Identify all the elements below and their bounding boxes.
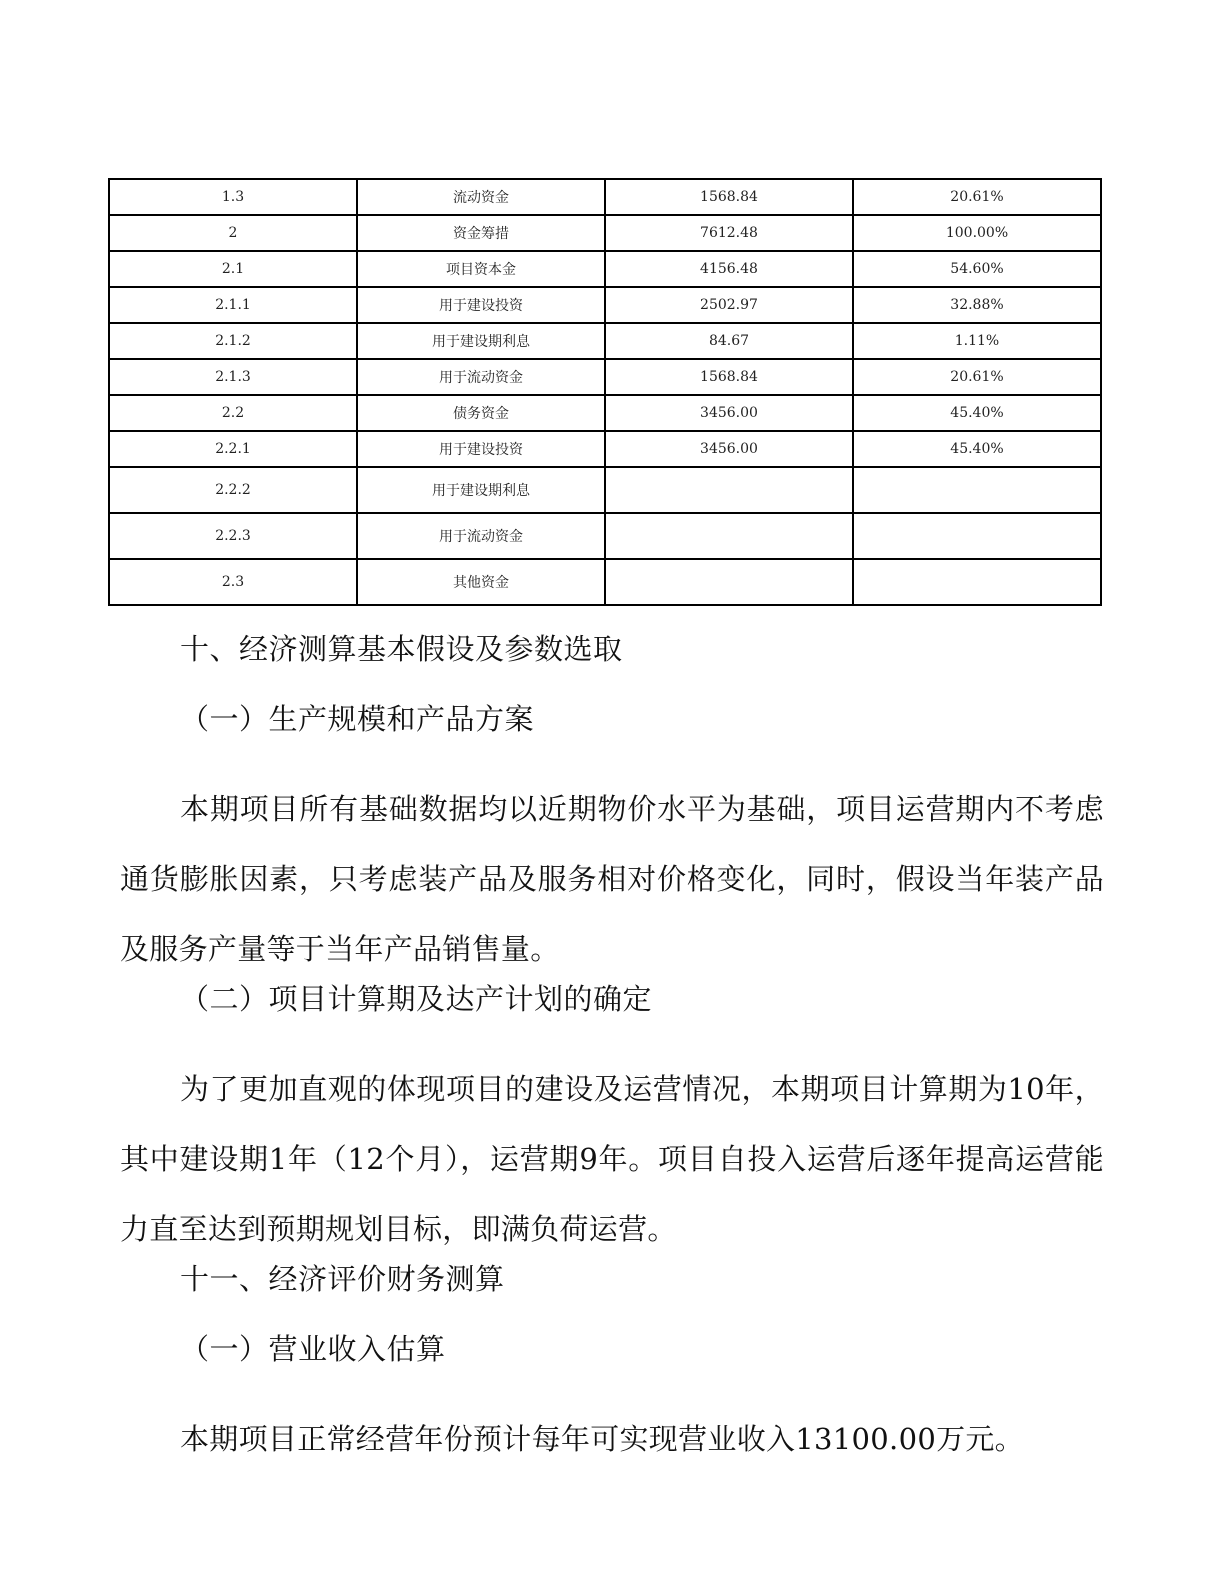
row-item: 用于建设投资 [357,287,605,323]
row-number: 2.2.3 [109,513,357,559]
row-number: 2 [109,215,357,251]
table-row [109,287,1101,323]
row-ratio [853,467,1101,513]
row-amount [605,559,853,605]
row-amount: 1568.84 [605,179,853,215]
table-row [109,513,1101,559]
row-ratio: 20.61% [853,179,1101,215]
row-number: 2.2.2 [109,467,357,513]
row-item: 其他资金 [357,559,605,605]
row-number: 2.2 [109,395,357,431]
row-ratio: 45.40% [853,395,1101,431]
funding-table [108,178,1102,606]
row-item: 用于建设投资 [357,431,605,467]
row-number: 1.3 [109,179,357,215]
subsection-heading: （二）项目计算期及达产计划的确定 [180,982,653,1016]
row-number: 2.1 [109,251,357,287]
row-ratio [853,513,1101,559]
paragraph: 为了更加直观的体现项目的建设及运营情况，本期项目计算期为10年，其中建设期1年（12个月），运营期9年。项目自投入运营后逐年提高运营能力直至达到预期规划目标，即满负荷运营。 [120,1072,1104,1246]
row-amount: 7612.48 [605,215,853,251]
section-heading: 十一、经济评价财务测算 [180,1262,505,1296]
row-amount: 3456.00 [605,431,853,467]
table-row [109,559,1101,605]
row-item: 用于流动资金 [357,359,605,395]
body-text [120,634,1104,1474]
row-item: 项目资本金 [357,251,605,287]
row-number: 2.1.1 [109,287,357,323]
table-row [109,359,1101,395]
table-row [109,431,1101,467]
row-item: 流动资金 [357,179,605,215]
row-amount: 4156.48 [605,251,853,287]
row-item: 用于建设期利息 [357,323,605,359]
row-amount: 84.67 [605,323,853,359]
paragraph: 本期项目正常经营年份预计每年可实现营业收入13100.00万元。 [180,1422,1024,1456]
row-ratio: 1.11% [853,323,1101,359]
table-row [109,323,1101,359]
table-row [109,395,1101,431]
row-amount: 2502.97 [605,287,853,323]
row-amount: 3456.00 [605,395,853,431]
row-item: 资金筹措 [357,215,605,251]
table-row [109,215,1101,251]
row-item: 用于建设期利息 [357,467,605,513]
row-number: 2.1.3 [109,359,357,395]
row-item: 债务资金 [357,395,605,431]
row-number: 2.3 [109,559,357,605]
row-number: 2.1.2 [109,323,357,359]
row-ratio: 32.88% [853,287,1101,323]
row-amount [605,513,853,559]
table-row [109,179,1101,215]
row-amount: 1568.84 [605,359,853,395]
subsection-heading: （一）营业收入估算 [180,1332,446,1366]
row-ratio: 20.61% [853,359,1101,395]
row-ratio: 45.40% [853,431,1101,467]
paragraph: 本期项目所有基础数据均以近期物价水平为基础，项目运营期内不考虑通货膨胀因素，只考虑装产品及服务相对价格变化，同时，假设当年装产品及服务产量等于当年产品销售量。 [120,792,1104,966]
section-heading: 十、经济测算基本假设及参数选取 [180,632,623,666]
row-item: 用于流动资金 [357,513,605,559]
subsection-heading: （一）生产规模和产品方案 [180,702,535,736]
row-amount [605,467,853,513]
table-row [109,251,1101,287]
table-row [109,467,1101,513]
row-ratio: 100.00% [853,215,1101,251]
row-number: 2.2.1 [109,431,357,467]
row-ratio [853,559,1101,605]
row-ratio: 54.60% [853,251,1101,287]
